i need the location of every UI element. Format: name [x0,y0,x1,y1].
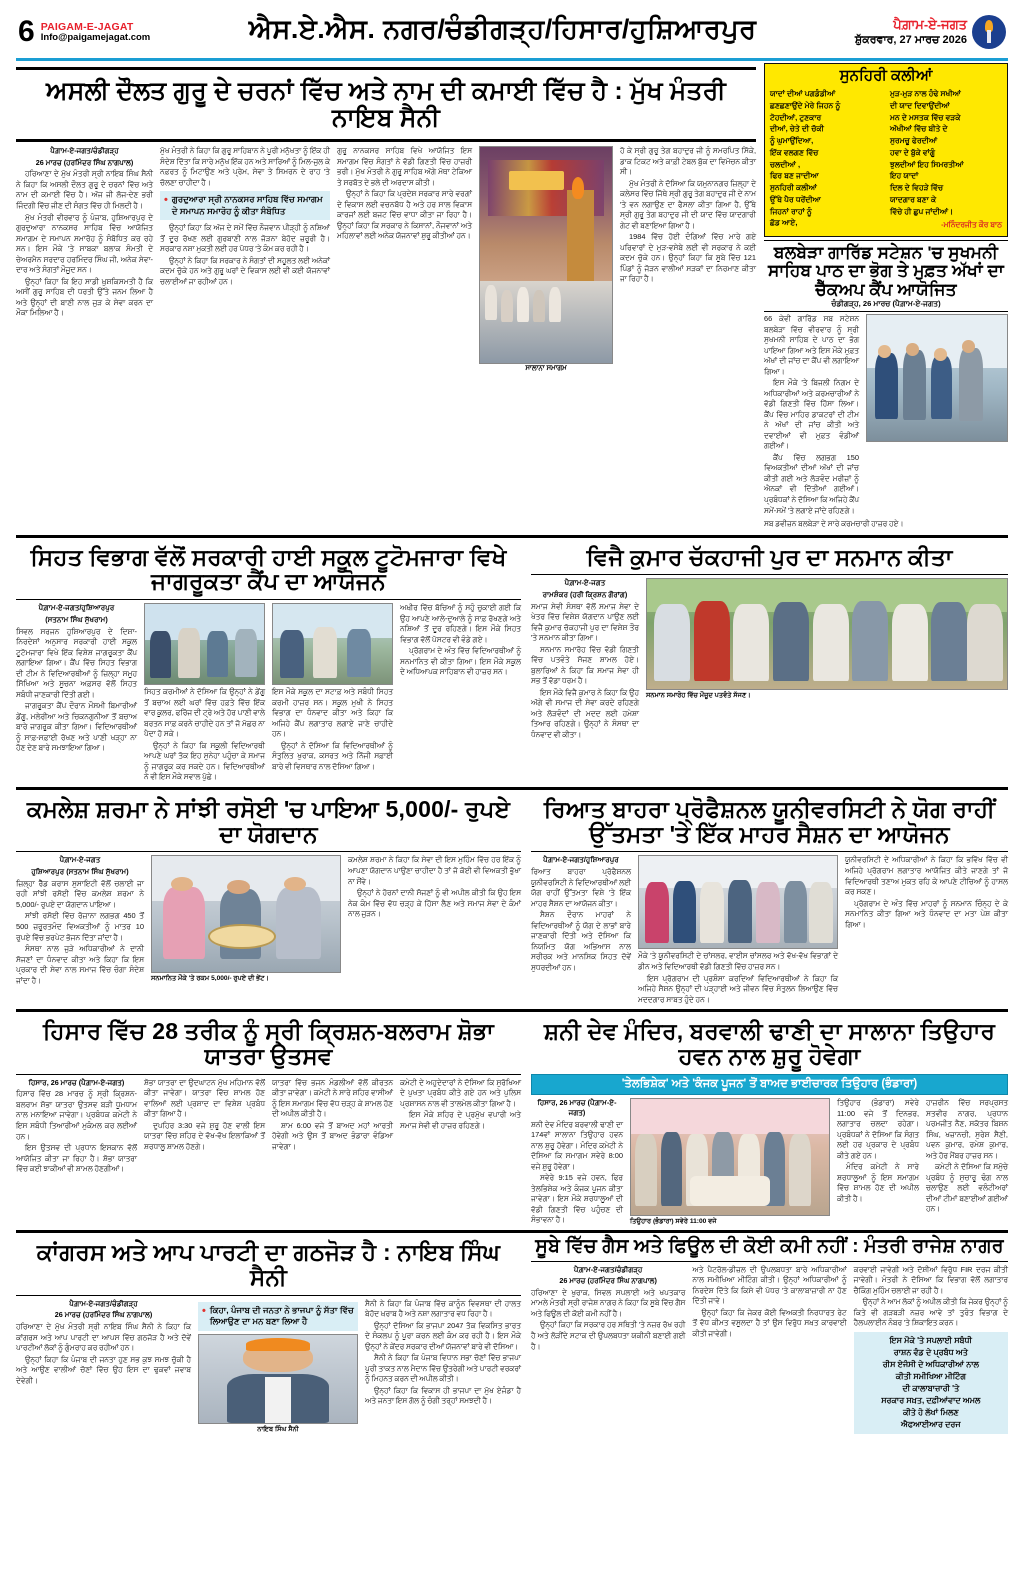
rayat-byline: ਪੈਗ਼ਾਮ-ਏ-ਜਗਤ/ਹੁਸ਼ਿਆਰਪੁਰ [543,855,619,865]
brand-name: PAIGAM-E-JAGAT [40,20,134,33]
vijay-dateline: ਰਾਮਸ਼ੰਕਰ (ਹਰੀ ਕ੍ਰਿਸ਼ਨ ਗੌਰਾਂਗ) [542,590,628,600]
shani-article [531,1016,1008,1227]
health-camp-article [16,542,521,784]
masthead [0,0,1024,58]
health-col-1: ਪੈਗ਼ਾਮ-ਏ-ਜਗਤ/ਹੁਸ਼ਿਆਰਪੁਰ (ਸਤਨਾਮ ਸਿੰਘ ਸੁੱਖਰਾਮ) ਸਿਵਲ ਸਰਜਨ ਹੁਸ਼ਿਆਰਪੁਰ ਦੇ ਦਿਸ਼ਾ-ਨਿਰਦੇਸ਼ਾਂ ਅਨੁਸਾਰ ਸਰਕਾਰੀ ਹਾਈ ਸਕੂਲ ਟੂਟੋਮਜਾਰਾ ਵਿਖੇ ਇੱਕ ਵਿਸ਼ੇਸ਼ ਜਾਗਰੂਕਤਾ ਕੈਂਪ ਲਗਾਇਆ ਗਿਆ। ਕੈਂਪ ਵਿੱਚ ਸਿਹਤ ਵਿਭਾਗ ਦੀ ਟੀਮ ਨੇ ਵਿਦਿਆਰਥੀਆਂ ਨੂੰ ਜ਼ਿਲ੍ਹਾ ਸਮੂਹ ਸਿੱਖਿਆ ਅਤੇ ਸੂਚਨਾ ਅਫ਼ਸਰ ਵੱਲੋਂ ਸਿਹਤ ਸਬੰਧੀ ਜਾਣਕਾਰੀ ਦਿੱਤੀ ਗਈ। ਜਾਗਰੂਕਤਾ ਕੈਂਪ ਦੌਰਾਨ ਮੌਸਮੀ ਬਿਮਾਰੀਆਂ ਡੇਂਗੂ, ਮਲੇਰੀਆ ਅਤੇ ਚਿਕਨਗੁਨੀਆ ਤੋਂ ਬਚਾਅ ਬਾਰੇ ਜਾਗਰੂਕ ਕੀਤਾ ਗਿਆ। ਵਿਦਿਆਰਥੀਆਂ ਨੂੰ ਸਾਫ਼-ਸਫ਼ਾਈ ਰੱਖਣ ਅਤੇ ਪਾਣੀ ਖੜ੍ਹਾ ਨਾ ਹੋਣ ਦੇਣ ਬਾਰੇ ਸਮਝਾਇਆ ਗਿਆ। [16,603,137,753]
balbehra-photo [866,314,1008,442]
rayat-photo-col: ਮੌਕੇ 'ਤੇ ਯੂਨੀਵਰਸਿਟੀ ਦੇ ਚਾਂਸਲਰ, ਵਾਈਸ ਚਾਂਸਲਰ ਅਤੇ ਵੱਖ-ਵੱਖ ਵਿਭਾਗਾਂ ਦੇ ਡੀਨ ਅਤੇ ਵਿਦਿਆਰਥੀ ਵੱਡੀ ਗਿਣਤੀ ਵਿੱਚ ਹਾਜ਼ਰ ਸਨ। ਇਸ ਪ੍ਰੋਗਰਾਮ ਦੀ ਪ੍ਰਸ਼ੰਸਾ ਕਰਦਿਆਂ ਵਿਦਿਆਰਥੀਆਂ ਨੇ ਕਿਹਾ ਕਿ ਅਜਿਹੇ ਸੈਸ਼ਨ ਉਨ੍ਹਾਂ ਦੀ ਪੜ੍ਹਾਈ ਅਤੇ ਜੀਵਨ ਵਿੱਚ ਸੰਤੁਲਨ ਲਿਆਉਣ ਵਿੱਚ ਮਦਦਗਾਰ ਸਾਬਤ ਹੁੰਦੇ ਹਨ। [638,855,838,1006]
congress-byline: ਪੈਗ਼ਾਮ-ਏ-ਜਗਤ/ਚੰਡੀਗੜ੍ਹ [69,1298,138,1308]
congress-col-3: ਸੈਨੀ ਨੇ ਕਿਹਾ ਕਿ ਪੰਜਾਬ ਵਿੱਚ ਕਾਨੂੰਨ ਵਿਵਸਥਾ ਦੀ ਹਾਲਤ ਬੇਹੱਦ ਖ਼ਰਾਬ ਹੈ ਅਤੇ ਨਸ਼ਾ ਲਗਾਤਾਰ ਵਧ ਰਿਹਾ ਹੈ। ਉਨ੍ਹਾਂ ਦੱਸਿਆ ਕਿ ਭਾਜਪਾ 2047 ਤੱਕ ਵਿਕਸਿਤ ਭਾਰਤ ਦੇ ਸੰਕਲਪ ਨੂੰ ਪੂਰਾ ਕਰਨ ਲਈ ਕੰਮ ਕਰ ਰਹੀ ਹੈ। ਇਸ ਮੌਕੇ ਉਨ੍ਹਾਂ ਨੇ ਕੇਂਦਰ ਸਰਕਾਰ ਦੀਆਂ ਯੋਜਨਾਵਾਂ ਬਾਰੇ ਵੀ ਦੱਸਿਆ। ਸੈਨੀ ਨੇ ਕਿਹਾ ਕਿ ਪੰਜਾਬ ਵਿਧਾਨ ਸਭਾ ਚੋਣਾਂ ਵਿੱਚ ਭਾਜਪਾ ਪੂਰੀ ਤਾਕਤ ਨਾਲ ਮੈਦਾਨ ਵਿੱਚ ਉਤਰੇਗੀ ਅਤੇ ਪਾਰਟੀ ਵਰਕਰਾਂ ਨੂੰ ਮਿਹਨਤ ਕਰਨ ਦੀ ਅਪੀਲ ਕੀਤੀ। ਉਨ੍ਹਾਂ ਕਿਹਾ ਕਿ ਵਿਕਾਸ ਹੀ ਭਾਜਪਾ ਦਾ ਮੁੱਖ ਏਜੰਡਾ ਹੈ ਅਤੇ ਜਨਤਾ ਇਸ ਗੱਲ ਨੂੰ ਚੰਗੀ ਤਰ੍ਹਾਂ ਸਮਝਦੀ ਹੈ। [365,1298,521,1406]
torch-logo-icon [972,15,1006,49]
row-lead [16,63,1008,531]
health-dateline: (ਸਤਨਾਮ ਸਿੰਘ ਸੁੱਖਰਾਮ) [45,614,108,624]
masthead-brand [41,18,151,44]
kamlesh-photo [151,855,341,973]
rayat-col-1: ਪੈਗ਼ਾਮ-ਏ-ਜਗਤ/ਹੁਸ਼ਿਆਰਪੁਰ ਰਿਆਤ ਬਾਹਰਾ ਪ੍ਰੋਫੈਸ਼ਨਲ ਯੂਨੀਵਰਸਿਟੀ ਨੇ ਵਿਦਿਆਰਥੀਆਂ ਲਈ ਯੋਗ ਰਾਹੀਂ ਉੱਤਮਤਾ ਵਿਸ਼ੇ 'ਤੇ ਇੱਕ ਮਾਹਰ ਸੈਸ਼ਨ ਦਾ ਆਯੋਜਨ ਕੀਤਾ। ਸੈਸ਼ਨ ਦੌਰਾਨ ਮਾਹਰਾਂ ਨੇ ਵਿਦਿਆਰਥੀਆਂ ਨੂੰ ਯੋਗ ਦੇ ਲਾਭਾਂ ਬਾਰੇ ਜਾਣਕਾਰੀ ਦਿੱਤੀ ਅਤੇ ਦੱਸਿਆ ਕਿ ਨਿਯਮਿਤ ਯੋਗ ਅਭਿਆਸ ਨਾਲ ਸਰੀਰਕ ਅਤੇ ਮਾਨਸਿਕ ਸਿਹਤ ਦੋਵੇਂ ਸੁਧਰਦੀਆਂ ਹਨ। [531,855,631,972]
paper-logo-text: ਪੈਗ਼ਾਮ-ਏ-ਜਗਤ [893,17,967,33]
hisar-col-4: ਕਮੇਟੀ ਦੇ ਅਹੁਦੇਦਾਰਾਂ ਨੇ ਦੱਸਿਆ ਕਿ ਸੁਰੱਖਿਆ ਦੇ ਪੁਖਤਾ ਪ੍ਰਬੰਧ ਕੀਤੇ ਗਏ ਹਨ ਅਤੇ ਪੁਲਿਸ ਪ੍ਰਸ਼ਾਸਨ ਨਾਲ ਵੀ ਤਾਲਮੇਲ ਕੀਤਾ ਗਿਆ ਹੈ। ਇਸ ਮੌਕੇ ਸ਼ਹਿਰ ਦੇ ਪ੍ਰਮੁੱਖ ਵਪਾਰੀ ਅਤੇ ਸਮਾਜ ਸੇਵੀ ਵੀ ਹਾਜ਼ਰ ਰਹਿਣਗੇ। [400,1077,521,1130]
shani-ribbon: 'ਤੇਲਭਿਸ਼ੇਕ' ਅਤੇ 'ਕੰਜਕ ਪੂਜਨ' ਤੋਂ ਬਾਅਦ ਭਾਈਚਾਰਕ ਤਿਉਹਾਰ (ਭੰਡਾਰਾ) [531,1074,1008,1095]
brand-email: Info@paigamejagat.com [40,31,151,43]
row-four [16,1016,1008,1227]
bullet-dot-icon: • [164,194,168,207]
gas-article [531,1237,1008,1437]
bullet-dot-icon: • [202,1304,206,1317]
kamlesh-col-2: ਕਮਲੇਸ਼ ਸ਼ਰਮਾ ਨੇ ਕਿਹਾ ਕਿ ਸੇਵਾ ਦੀ ਇਸ ਮੁਹਿੰਮ ਵਿੱਚ ਹਰ ਇੱਕ ਨੂੰ ਆਪਣਾ ਯੋਗਦਾਨ ਪਾਉਣਾ ਚਾਹੀਦਾ ਹੈ ਤਾਂ ਜੋ ਕੋਈ ਵੀ ਵਿਅਕਤੀ ਭੁੱਖਾ ਨਾ ਸੌਂਵੇ। ਉਨ੍ਹਾਂ ਨੇ ਹੋਰਨਾਂ ਦਾਨੀ ਸੱਜਣਾਂ ਨੂੰ ਵੀ ਅਪੀਲ ਕੀਤੀ ਕਿ ਉਹ ਇਸ ਨੇਕ ਕੰਮ ਵਿੱਚ ਵੱਧ ਚੜ੍ਹ ਕੇ ਹਿੱਸਾ ਲੈਣ ਅਤੇ ਸਮਾਜ ਸੇਵਾ ਦੇ ਕੰਮਾਂ ਨਾਲ ਜੁੜਨ। [348,855,521,919]
gas-headline: ਸੂਬੇ ਵਿੱਚ ਗੈਸ ਅਤੇ ਫਿਊਲ ਦੀ ਕੋਈ ਕਮੀ ਨਹੀਂ : ਮੰਤਰੀ ਰਾਜੇਸ਼ ਨਾਗਰ [535,1235,1004,1257]
lead-col-1 [16,146,153,376]
congress-dateline: 26 ਮਾਰਚ (ਹਰਮਿੰਦਰ ਸਿੰਘ ਨਾਗਪਾਲ) [54,1310,153,1320]
lead-col1-text: ਹਰਿਆਣਾ ਦੇ ਮੁੱਖ ਮੰਤਰੀ ਸ੍ਰੀ ਨਾਇਬ ਸਿੰਘ ਸੈਨੀ ਨੇ ਕਿਹਾ ਕਿ ਅਸਲੀ ਦੌਲਤ ਗੁਰੂ ਦੇ ਚਰਨਾਂ ਵਿੱਚ ਅਤੇ ਨਾਮ ਦੀ ਕਮਾਈ ਵਿੱਚ ਹੈ। ਅੱਜ ਜੀ ਲੱਜ-ਦੇਣ ਭਰੀ ਜਿੰਦਗੀ ਵਿੱਚ ਜੀਣ ਦੀ ਸੰਗਤ ਵਿੱਚ ਹੀ ਮਿਲਦੀ ਹੈ। ਮੁੱਖ ਮੰਤਰੀ ਵੀਰਵਾਰ ਨੂੰ ਪੰਜਾਬ, ਹੁਸ਼ਿਆਰਪੁਰ ਦੇ ਗੁਰਦੁਆਰਾ ਨਾਨਕਸਰ ਸਾਹਿਬ ਵਿੱਚ ਆਯੋਜਿਤ ਸਮਾਗਮ ਦੇ ਸਮਾਪਨ ਸਮਾਰੋਹ ਨੂੰ ਸੰਬੋਧਿਤ ਕਰ ਰਹੇ ਸਨ। ਇਸ ਮੌਕੇ 'ਤੇ ਸਾਬਕਾ ਬਲਾਕ ਸੰਮਤੀ ਦੇ ਚੇਅਰਮੈਨ ਸਰਦਾਰ ਹਰਮਿੰਦਰ ਸਿੰਘ ਜੀ, ਅਨੇਕ ਸੇਵਾ-ਦਾਰ ਅਤੇ ਸੰਗਤਾਂ ਮੌਜੂਦ ਸਨ। ਉਨ੍ਹਾਂ ਕਿਹਾ ਕਿ ਇਹ ਸਾਡੀ ਖ਼ੁਸ਼ਕਿਸਮਤੀ ਹੈ ਕਿ ਅਸੀਂ ਗੁਰੂ ਸਾਹਿਬ ਦੀ ਧਰਤੀ ਉੱਤੇ ਜਨਮ ਲਿਆ ਹੈ ਅਤੇ ਉਨ੍ਹਾਂ ਦੀ ਬਾਣੀ ਨਾਲ ਜੁੜ ਕੇ ਸੇਵਾ ਕਰਨ ਦਾ ਮੌਕਾ ਮਿਲਿਆ ਹੈ। [16,169,153,318]
balbehra-dateline: ਚੰਡੀਗੜ੍ਹ, 26 ਮਾਰਚ (ਪੈਗ਼ਾਮ-ਏ-ਜਗਤ) [831,298,941,308]
shani-headline: ਸ਼ਨੀ ਦੇਵ ਮੰਦਿਰ, ਬਰਵਾਲੀ ਢਾਣੀ ਦਾ ਸਾਲਾਨਾ ਤਿਉਹਾਰ ਹਵਨ ਨਾਲ ਸ਼ੁਰੂ ਹੋਵੇਗਾ [543,1018,996,1069]
row-three [16,794,1008,1006]
health-byline: ਪੈਗ਼ਾਮ-ਏ-ਜਗਤ/ਹੁਸ਼ਿਆਰਪੁਰ [38,603,115,613]
masthead-left [18,14,151,48]
lead-col2-text: ਮੁੱਖ ਮੰਤਰੀ ਨੇ ਕਿਹਾ ਕਿ ਗੁਰੂ ਸਾਹਿਬਾਨ ਨੇ ਪੂਰੀ ਮਨੁੱਖਤਾ ਨੂੰ ਇੱਕ ਹੀ ਸੰਦੇਸ਼ ਦਿੱਤਾ ਕਿ ਸਾਰੇ ਮਨੁੱਖ ਇੱਕ ਹਨ ਅਤੇ ਸਾਰਿਆਂ ਨੂੰ ਮਿਲ-ਜੁਲ ਕੇ ਨਫ਼ਰਤ ਨੂੰ ਮਿਟਾਉਣ ਅਤੇ ਪ੍ਰੇਮ, ਸੇਵਾ ਤੇ ਸਿਮਰਨ ਦੇ ਰਾਹ 'ਤੇ ਚੱਲਣਾ ਚਾਹੀਦਾ ਹੈ। [160,146,330,187]
vijay-photo [646,578,1008,690]
kamlesh-col-1: ਪੈਗ਼ਾਮ-ਏ-ਜਗਤ ਹੁਸ਼ਿਆਰਪੁਰ (ਸਤਨਾਮ ਸਿੰਘ ਸੁੱਖਰਾਮ) ਜ਼ਿਲ੍ਹਾ ਰੈੱਡ ਕਰਾਸ ਸੁਸਾਇਟੀ ਵੱਲੋਂ ਚਲਾਈ ਜਾ ਰਹੀ ਸਾਂਝੀ ਰਸੋਈ ਵਿੱਚ ਕਮਲੇਸ਼ ਸ਼ਰਮਾ ਨੇ 5,000/- ਰੁਪਏ ਦਾ ਯੋਗਦਾਨ ਪਾਇਆ। ਸਾਂਝੀ ਰਸੋਈ ਵਿੱਚ ਰੋਜ਼ਾਨਾ ਲਗਭਗ 450 ਤੋਂ 500 ਜ਼ਰੂਰਤਮੰਦ ਵਿਅਕਤੀਆਂ ਨੂੰ ਮਾਤਰ 10 ਰੁਪਏ ਵਿੱਚ ਭਰਪੇਟ ਭੋਜਨ ਦਿੱਤਾ ਜਾਂਦਾ ਹੈ। ਸੰਸਥਾ ਨਾਲ ਜੁੜੇ ਅਧਿਕਾਰੀਆਂ ਨੇ ਦਾਨੀ ਸੱਜਣਾਂ ਦਾ ਧੰਨਵਾਦ ਕੀਤਾ ਅਤੇ ਕਿਹਾ ਕਿ ਇਸ ਪ੍ਰਕਾਰ ਦੀ ਸੇਵਾ ਨਾਲ ਸਮਾਜ ਵਿੱਚ ਚੰਗਾ ਸੰਦੇਸ਼ ਜਾਂਦਾ ਹੈ। [16,855,144,985]
poem-col-left: ਯਾਦਾਂ ਦੀਆਂ ਪਗਡੰਡੀਆਂ ਛਣਛਣਾਉਂਦੇ ਮੇਰੇ ਜਿਹਨ ਨੂੰ ਟੋਹਦੀਆਂ, ਟੁਣਕਾਰ ਦੀਆਂ, ਚੇਤੇ ਦੀ ਚੱਕੀ ਨੂੰ ਘੁਮਾਉਂਦਿਆ, ਇੱਕ ਵਲਗਣ ਵਿੱਚ ਚਲਦੀਆਂ , ਫਿਰ ਬਣ ਜਾਦੀਆ ਸੁਨਹਿਰੀ ਕਲੀਆਂ ਉੱਥੇ ਪੈਰ ਧਰੇਂਦੀਆ ਜਿਹਨਾਂ ਰਾਹਾਂ ਨੂੰ ਛੱਡ ਆਏ, [770,89,841,228]
lead-photo [479,146,613,364]
masthead-rule-blue [16,58,1008,61]
rayat-photo [638,855,838,949]
gas-col-3: ਕਰਵਾਈ ਜਾਵੇਗੀ ਅਤੇ ਦੋਸ਼ੀਆਂ ਵਿਰੁੱਧ FIR ਦਰਜ ਕੀਤੀ ਜਾਵੇਗੀ। ਮੰਤਰੀ ਨੇ ਦੱਸਿਆ ਕਿ ਵਿਭਾਗ ਵੱਲੋਂ ਲਗਾਤਾਰ ਚੈਕਿੰਗ ਮੁਹਿੰਮ ਚਲਾਈ ਜਾ ਰਹੀ ਹੈ। ਉਨ੍ਹਾਂ ਨੇ ਆਮ ਲੋਕਾਂ ਨੂੰ ਅਪੀਲ ਕੀਤੀ ਕਿ ਜੇਕਰ ਉਨ੍ਹਾਂ ਨੂੰ ਕਿਤੇ ਵੀ ਗੜਬੜੀ ਨਜ਼ਰ ਆਵੇ ਤਾਂ ਤੁਰੰਤ ਵਿਭਾਗ ਦੇ ਹੈਲਪਲਾਈਨ ਨੰਬਰ 'ਤੇ ਸ਼ਿਕਾਇਤ ਕਰਨ। ਇਸ ਮੌਕੇ 'ਤੇ ਸਪਲਾਈ ਸਬੰਧੀ ਰਾਸ਼ਨ ਵੰਡ ਦੇ ਪ੍ਰਬੰਧ ਅਤੇ ਰੀਸ ਏਜੰਸੀ ਦੇ ਅਧਿਕਾਰੀਆਂ ਨਾਲ ਕੀਤੀ ਸਮੀਖਿਆ ਮੀਟਿੰਗ ਦੀ ਕਾਲਾਬਾਜ਼ਾਰੀ 'ਤੇ ਸਰਕਾਰ ਸਖ਼ਤ, ਦਫ਼ੀਆਂਵਾਦ ਅਮਲ ਕੀਤੇ ਹੋ ਲੱਖਾਂ ਮਿਲਣ ਐਫਆਈਆਰ ਦਰਜ [854,1265,1008,1437]
publication-date: ਸ਼ੁੱਕਰਵਾਰ, 27 ਮਾਰਚ 2026 [854,33,967,46]
shani-dateline: ਹਿਸਾਰ, 26 ਮਾਰਚ (ਪੈਗ਼ਾਮ-ਏ-ਜਗਤ) [537,1098,617,1117]
poem-box [764,63,1008,237]
row-five [16,1237,1008,1437]
edition-title: ਐਸ.ਏ.ਐਸ. ਨਗਰ/ਚੰਡੀਗੜ੍ਹ/ਹਿਸਾਰ/ਹੁਸ਼ਿਆਰਪੁਰ [248,14,757,44]
health-col-3: ਇਸ ਮੌਕੇ ਸਕੂਲ ਦਾ ਸਟਾਫ਼ ਅਤੇ ਸਬੰਧੀ ਸਿਹਤ ਕਰਮੀ ਹਾਜ਼ਰ ਸਨ। ਸਕੂਲ ਮੁਖੀ ਨੇ ਸਿਹਤ ਵਿਭਾਗ ਦਾ ਧੰਨਵਾਦ ਕੀਤਾ ਅਤੇ ਕਿਹਾ ਕਿ ਅਜਿਹੇ ਕੈਂਪ ਲਗਾਤਾਰ ਲਗਾਏ ਜਾਣੇ ਚਾਹੀਦੇ ਹਨ। ਉਨ੍ਹਾਂ ਨੇ ਦੱਸਿਆ ਕਿ ਵਿਦਿਆਰਥੀਆਂ ਨੂੰ ਸੰਤੁਲਿਤ ਖੁਰਾਕ, ਕਸਰਤ ਅਤੇ ਨਿੱਜੀ ਸਫ਼ਾਈ ਬਾਰੇ ਵੀ ਵਿਸਥਾਰ ਨਾਲ ਦੱਸਿਆ ਗਿਆ। [272,603,393,784]
congress-col-1: ਪੈਗ਼ਾਮ-ਏ-ਜਗਤ/ਚੰਡੀਗੜ੍ਹ 26 ਮਾਰਚ (ਹਰਮਿੰਦਰ ਸਿੰਘ ਨਾਗਪਾਲ) ਹਰਿਆਣਾ ਦੇ ਮੁੱਖ ਮੰਤਰੀ ਸ੍ਰੀ ਨਾਇਬ ਸਿੰਘ ਸੈਨੀ ਨੇ ਕਿਹਾ ਕਿ ਕਾਂਗਰਸ ਅਤੇ ਆਪ ਪਾਰਟੀ ਦਾ ਆਪਸ ਵਿੱਚ ਗਠਜੋੜ ਹੈ ਅਤੇ ਦੋਵੇਂ ਪਾਰਟੀਆਂ ਲੋਕਾਂ ਨੂੰ ਗੁੰਮਰਾਹ ਕਰ ਰਹੀਆਂ ਹਨ। ਉਨ੍ਹਾਂ ਕਿਹਾ ਕਿ ਪੰਜਾਬ ਦੀ ਜਨਤਾ ਹੁਣ ਸਭ ਕੁਝ ਸਮਝ ਚੁੱਕੀ ਹੈ ਅਤੇ ਆਉਣ ਵਾਲੀਆਂ ਚੋਣਾਂ ਵਿੱਚ ਉਹ ਇਸ ਦਾ ਢੁਕਵਾਂ ਜਵਾਬ ਦੇਵੇਗੀ। [16,1298,191,1385]
congress-callout [198,1302,358,1331]
poem-title: ਸੁਨਹਿਰੀ ਕਲੀਆਂ [839,67,933,84]
lead-photo-col [479,146,756,376]
vijay-byline: ਪੈਗ਼ਾਮ-ਏ-ਜਗਤ [564,578,606,588]
vijay-col-1: ਪੈਗ਼ਾਮ-ਏ-ਜਗਤ ਰਾਮਸ਼ੰਕਰ (ਹਰੀ ਕ੍ਰਿਸ਼ਨ ਗੌਰਾਂਗ) ਸਮਾਜ ਸੇਵੀ ਸੰਸਥਾ ਵੱਲੋਂ ਸਮਾਜ ਸੇਵਾ ਦੇ ਖੇਤਰ ਵਿੱਚ ਵਿਸ਼ੇਸ਼ ਯੋਗਦਾਨ ਪਾਉਣ ਲਈ ਵਿਜੈ ਕੁਮਾਰ ਚੱਕਹਾਜੀ ਪੁਰ ਦਾ ਵਿਸ਼ੇਸ਼ ਤੌਰ 'ਤੇ ਸਨਮਾਨ ਕੀਤਾ ਗਿਆ। ਸਨਮਾਨ ਸਮਾਰੋਹ ਵਿੱਚ ਵੱਡੀ ਗਿਣਤੀ ਵਿੱਚ ਪਤਵੰਤੇ ਸੱਜਣ ਸ਼ਾਮਲ ਹੋਏ। ਬੁਲਾਰਿਆਂ ਨੇ ਕਿਹਾ ਕਿ ਸਮਾਜ ਸੇਵਾ ਹੀ ਸਭ ਤੋਂ ਵੱਡਾ ਧਰਮ ਹੈ। ਇਸ ਮੌਕੇ ਵਿਜੈ ਕੁਮਾਰ ਨੇ ਕਿਹਾ ਕਿ ਉਹ ਅੱਗੇ ਵੀ ਸਮਾਜ ਦੀ ਸੇਵਾ ਕਰਦੇ ਰਹਿਣਗੇ ਅਤੇ ਲੋੜਵੰਦਾਂ ਦੀ ਮਦਦ ਲਈ ਹਮੇਸ਼ਾ ਤਿਆਰ ਰਹਿਣਗੇ। ਉਨ੍ਹਾਂ ਨੇ ਸੰਸਥਾ ਦਾ ਧੰਨਵਾਦ ਵੀ ਕੀਤਾ। [531,578,639,739]
hisar-col-2: ਸ਼ੋਭਾ ਯਾਤਰਾ ਦਾ ਉਦਘਾਟਨ ਮੁੱਖ ਮਹਿਮਾਨ ਵੱਲੋਂ ਕੀਤਾ ਜਾਵੇਗਾ। ਯਾਤਰਾ ਵਿੱਚ ਸ਼ਾਮਲ ਹੋਣ ਵਾਲਿਆਂ ਲਈ ਪ੍ਰਸ਼ਾਦ ਦਾ ਵਿਸ਼ੇਸ਼ ਪ੍ਰਬੰਧ ਕੀਤਾ ਗਿਆ ਹੈ। ਦੁਪਹਿਰ 3:30 ਵਜੇ ਸ਼ੁਰੂ ਹੋਣ ਵਾਲੀ ਇਸ ਯਾਤਰਾ ਵਿੱਚ ਸ਼ਹਿਰ ਦੇ ਵੱਖ-ਵੱਖ ਇਲਾਕਿਆਂ ਤੋਂ ਸ਼ਰਧਾਲੂ ਸ਼ਾਮਲ ਹੋਣਗੇ। [144,1077,265,1151]
balbehra-lastline: ਸਬ ਡਵੀਜ਼ਨ ਬਲਬੇੜਾ ਦੇ ਸਾਰੇ ਕਰਮਚਾਰੀ ਹਾਜ਼ਰ ਹਏ। [764,519,904,529]
health-photo-1 [144,603,265,685]
shani-col-3: ਹਾਜ਼ਰੀਨ ਵਿੱਚ ਸਰਪ੍ਰਸਤ ਸਤਵੀਰ ਨਾਗਰ, ਪ੍ਰਧਾਨ ਪਰਮਜੀਤ ਨੈਣ, ਸਕੱਤਰ ਬਿਸ਼ਨ ਸਿੰਘ, ਖਜ਼ਾਨਚੀ, ਸੁਰੇਸ਼ ਸੈਣੀ, ਪਵਨ ਕੁਮਾਰ, ਰਮੇਸ਼ ਕੁਮਾਰ, ਅਤੇ ਹੋਰ ਮੈਂਬਰ ਹਾਜ਼ਰ ਸਨ। ਕਮੇਟੀ ਨੇ ਦੱਸਿਆ ਕਿ ਸਮੁੱਚੇ ਪ੍ਰਬੰਧ ਨੂੰ ਸੁਚਾਰੂ ਢੰਗ ਨਾਲ ਚਲਾਉਣ ਲਈ ਵਲੰਟੀਅਰਾਂ ਦੀਆਂ ਟੀਮਾਂ ਬਣਾਈਆਂ ਗਈਆਂ ਹਨ। [926,1098,1008,1214]
lead-dateline: 26 ਮਾਰਚ (ਹਰਮਿੰਦਰ ਸਿੰਘ ਨਾਗਪਾਲ) [35,157,134,167]
congress-photo [198,1334,358,1424]
congress-photo-caption: ਨਾਇਬ ਸਿੰਘ ਸੈਨੀ [257,1425,299,1433]
health-photo-2 [272,603,393,685]
congress-callout-text: ਕਿਹਾ, ਪੰਜਾਬ ਦੀ ਜਨਤਾ ਨੇ ਭਾਜਪਾ ਨੂੰ ਸੱਤਾ ਵਿੱਚ ਲਿਆਉਣ ਦਾ ਮਨ ਬਣਾ ਲਿਆ ਹੈ [209,1304,354,1327]
kamlesh-photo-col [151,855,341,987]
shani-photo [630,1098,830,1216]
vijay-caption: ਸਨਮਾਨ ਸਮਾਰੋਹ ਵਿੱਚ ਮੌਜੂਦ ਪਤਵੰਤੇ ਸੱਜਣ। [646,692,751,700]
balbehra-headline: ਬਲਬੇੜਾ ਗਾਰਿੱਡ ਸਟੇਸ਼ਨ 'ਚ ਸੁਖਮਨੀ ਸਾਹਿਬ ਪਾਠ ਦਾ ਭੋਗ ਤੇ ਮੁਫ਼ਤ ਅੱਖਾਂ ਦਾ ਚੈੱਕਅਪ ਕੈਂਪ ਆਯੋਜਿਤ [768,242,1004,299]
health-col-2: ਸਿਹਤ ਕਰਮੀਆਂ ਨੇ ਦੱਸਿਆ ਕਿ ਉਨ੍ਹਾਂ ਨੇ ਡੇਂਗੂ ਤੋਂ ਬਚਾਅ ਲਈ ਘਰਾਂ ਵਿੱਚ ਹਫ਼ਤੇ ਵਿੱਚ ਇੱਕ ਵਾਰ ਕੂਲਰ, ਫਰਿੱਜ ਦੀ ਟ੍ਰੇ ਅਤੇ ਹੋਰ ਪਾਣੀ ਵਾਲੇ ਬਰਤਨ ਸਾਫ਼ ਕਰਨੇ ਚਾਹੀਦੇ ਹਨ ਤਾਂ ਜੋ ਮੱਛਰ ਨਾ ਪੈਦਾ ਹੋ ਸਕੇ। ਉਨ੍ਹਾਂ ਨੇ ਕਿਹਾ ਕਿ ਸਕੂਲੀ ਵਿਦਿਆਰਥੀ ਆਪਣੇ ਘਰਾਂ ਤੱਕ ਇਹ ਸੁਨੇਹਾ ਪਹੁੰਚਾ ਕੇ ਸਮਾਜ ਨੂੰ ਜਾਗਰੂਕ ਕਰ ਸਕਦੇ ਹਨ। ਵਿਦਿਆਰਥੀਆਂ ਨੇ ਵੀ ਇਸ ਮੌਕੇ ਸਵਾਲ ਪੁੱਛੇ। [144,603,265,784]
lead-callout [160,191,330,220]
page-body [0,63,1024,1437]
health-camp-headline: ਸਿਹਤ ਵਿਭਾਗ ਵੱਲੋਂ ਸਰਕਾਰੀ ਹਾਈ ਸਕੂਲ ਟੂਟੋਮਜਾਰਾ ਵਿਖੇ ਜਾਗਰੂਕਤਾ ਕੈਂਪ ਦਾ ਆਯੋਜਨ [30,543,507,595]
shani-col-1: ਹਿਸਾਰ, 26 ਮਾਰਚ (ਪੈਗ਼ਾਮ-ਏ-ਜਗਤ) ਸ਼ਨੀ ਦੇਵ ਮੰਦਿਰ ਬਰਵਾਲੀ ਢਾਣੀ ਦਾ 174ਵਾਂ ਸਾਲਾਨਾ ਤਿਉਹਾਰ ਹਵਨ ਨਾਲ ਸ਼ੁਰੂ ਹੋਵੇਗਾ। ਮੰਦਿਰ ਕਮੇਟੀ ਨੇ ਦੱਸਿਆ ਕਿ ਸਮਾਗਮ ਸਵੇਰੇ 8:00 ਵਜੇ ਸ਼ੁਰੂ ਹੋਵੇਗਾ। ਸਵੇਰੇ 9:15 ਵਜੇ ਹਵਨ, ਫਿਰ ਤੇਲਭਿਸ਼ੇਕ ਅਤੇ ਕੰਜਕ ਪੂਜਨ ਕੀਤਾ ਜਾਵੇਗਾ। ਇਸ ਮੌਕੇ ਸ਼ਰਧਾਲੂਆਂ ਦੀ ਵੱਡੀ ਗਿਣਤੀ ਵਿੱਚ ਪਹੁੰਚਣ ਦੀ ਸੰਭਾਵਨਾ ਹੈ। [531,1098,623,1225]
lead-byline: ਪੈਗ਼ਾਮ-ਏ-ਜਗਤ/ਚੰਡੀਗੜ੍ਹ [50,146,119,155]
vijay-photo-col [646,578,1008,741]
lead-callout-text: ਗੁਰਦੁਆਰਾ ਸ੍ਰੀ ਨਾਨਕਸਰ ਸਾਹਿਬ ਵਿੱਚ ਸਮਾਗਮ ਦੇ ਸਮਾਪਨ ਸਮਾਰੋਹ ਨੂੰ ਕੀਤਾ ਸੰਬੋਧਿਤ [171,194,323,216]
row-two [16,542,1008,784]
vijay-article [531,542,1008,784]
gas-col-1: ਪੈਗ਼ਾਮ-ਏ-ਜਗਤ/ਚੰਡੀਗੜ੍ਹ 26 ਮਾਰਚ (ਹਰਮਿੰਦਰ ਸਿੰਘ ਨਾਗਪਾਲ) ਹਰਿਆਣਾ ਦੇ ਖੁਰਾਕ, ਸਿਵਲ ਸਪਲਾਈ ਅਤੇ ਖਪਤਕਾਰ ਮਾਮਲੇ ਮੰਤਰੀ ਸ੍ਰੀ ਰਾਜੇਸ਼ ਨਾਗਰ ਨੇ ਕਿਹਾ ਕਿ ਸੂਬੇ ਵਿੱਚ ਗੈਸ ਅਤੇ ਫਿਊਲ ਦੀ ਕੋਈ ਕਮੀ ਨਹੀਂ ਹੈ। ਉਨ੍ਹਾਂ ਕਿਹਾ ਕਿ ਸਰਕਾਰ ਹਰ ਸਥਿਤੀ 'ਤੇ ਨਜ਼ਰ ਰੱਖ ਰਹੀ ਹੈ ਅਤੇ ਲੋੜੀਂਦੇ ਸਟਾਕ ਦੀ ਉਪਲਬਧਤਾ ਯਕੀਨੀ ਬਣਾਈ ਗਈ ਹੈ। [531,1264,686,1351]
lead-col-2: ਮੁੱਖ ਮੰਤਰੀ ਨੇ ਕਿਹਾ ਕਿ ਗੁਰੂ ਸਾਹਿਬਾਨ ਨੇ ਪੂਰੀ ਮਨੁੱਖਤਾ ਨੂੰ ਇੱਕ ਹੀ ਸੰਦੇਸ਼ ਦਿੱਤਾ ਕਿ ਸਾਰੇ ਮਨੁੱਖ ਇੱਕ ਹਨ ਅਤੇ ਸਾਰਿਆਂ ਨੂੰ ਮਿਲ-ਜੁਲ ਕੇ ਨਫ਼ਰਤ ਨੂੰ ਮਿਟਾਉਣ ਅਤੇ ਪ੍ਰੇਮ, ਸੇਵਾ ਤੇ ਸਿਮਰਨ ਦੇ ਰਾਹ 'ਤੇ ਚੱਲਣਾ ਚਾਹੀਦਾ ਹੈ। • ਗੁਰਦੁਆਰਾ ਸ੍ਰੀ ਨਾਨਕਸਰ ਸਾਹਿਬ ਵਿੱਚ ਸਮਾਗਮ ਦੇ ਸਮਾਪਨ ਸਮਾਰੋਹ ਨੂੰ ਕੀਤਾ ਸੰਬੋਧਿਤ ਉਨ੍ਹਾਂ ਕਿਹਾ ਕਿ ਅੱਜ ਦੇ ਸਮੇਂ ਵਿੱਚ ਨੌਜਵਾਨ ਪੀੜ੍ਹੀ ਨੂੰ ਨਸ਼ਿਆਂ ਤੋਂ ਦੂਰ ਰੱਖਣ ਲਈ ਗੁਰਬਾਣੀ ਨਾਲ ਜੋੜਨਾ ਬੇਹੱਦ ਜ਼ਰੂਰੀ ਹੈ। ਸਰਕਾਰ ਨਸ਼ਾ ਮੁਕਤੀ ਲਈ ਹਰ ਪੱਧਰ 'ਤੇ ਕੰਮ ਕਰ ਰਹੀ ਹੈ। ਉਨ੍ਹਾਂ ਨੇ ਕਿਹਾ ਕਿ ਸਰਕਾਰ ਨੇ ਸੰਗਤਾਂ ਦੀ ਸਹੂਲਤ ਲਈ ਅਨੇਕਾਂ ਕਦਮ ਚੁੱਕੇ ਹਨ ਅਤੇ ਗੁਰੂ ਘਰਾਂ ਦੇ ਵਿਕਾਸ ਲਈ ਵੀ ਕਈ ਯੋਜਨਾਵਾਂ ਚਲਾਈਆਂ ਜਾ ਰਹੀਆਂ ਹਨ। [160,146,330,286]
health-col-4: ਅਖ਼ੀਰ ਵਿੱਚ ਬੱਚਿਆਂ ਨੂੰ ਸਹੁੰ ਚੁਕਾਈ ਗਈ ਕਿ ਉਹ ਆਪਣੇ ਆਲੇ-ਦੁਆਲੇ ਨੂੰ ਸਾਫ਼ ਰੱਖਣਗੇ ਅਤੇ ਨਸ਼ਿਆਂ ਤੋਂ ਦੂਰ ਰਹਿਣਗੇ। ਇਸ ਮੌਕੇ ਸਿਹਤ ਵਿਭਾਗ ਵੱਲੋਂ ਪੋਸਟਰ ਵੀ ਵੰਡੇ ਗਏ। ਪ੍ਰੋਗਰਾਮ ਦੇ ਅੰਤ ਵਿੱਚ ਵਿਦਿਆਰਥੀਆਂ ਨੂੰ ਸਨਮਾਨਿਤ ਵੀ ਕੀਤਾ ਗਿਆ। ਇਸ ਮੌਕੇ ਸਕੂਲ ਦੇ ਅਧਿਆਪਕ ਸਾਹਿਬਾਨ ਵੀ ਹਾਜ਼ਰ ਸਨ। [400,603,521,677]
kamlesh-caption: ਸਨਮਾਨਿਤ ਮੌਕੇ 'ਤੇ ਰਕਮ 5,000/- ਰੁਪਏ ਦੀ ਭੇਂਟ। [151,975,269,983]
balbehra-text: 66 ਕੇਵੀ ਗਾਰਿੱਡ ਸਬ ਸਟੇਸ਼ਨ ਬਲਬੇੜਾ ਵਿੱਚ ਵੀਰਵਾਰ ਨੂੰ ਸ੍ਰੀ ਸੁਖਮਨੀ ਸਾਹਿਬ ਦੇ ਪਾਠ ਦਾ ਭੋਗ ਪਾਇਆ ਗਿਆ ਅਤੇ ਇਸ ਮੌਕੇ ਮੁਫ਼ਤ ਅੱਖਾਂ ਦੀ ਜਾਂਚ ਦਾ ਕੈਂਪ ਵੀ ਲਗਾਇਆ ਗਿਆ। ਇਸ ਮੌਕੇ 'ਤੇ ਬਿਜਲੀ ਨਿਗਮ ਦੇ ਅਧਿਕਾਰੀਆਂ ਅਤੇ ਕਰਮਚਾਰੀਆਂ ਨੇ ਵੱਡੀ ਗਿਣਤੀ ਵਿੱਚ ਹਿੱਸਾ ਲਿਆ। ਕੈਂਪ ਵਿੱਚ ਮਾਹਿਰ ਡਾਕਟਰਾਂ ਦੀ ਟੀਮ ਨੇ ਅੱਖਾਂ ਦੀ ਜਾਂਚ ਕੀਤੀ ਅਤੇ ਦਵਾਈਆਂ ਵੀ ਮੁਫ਼ਤ ਵੰਡੀਆਂ ਗਈਆਂ। ਕੈਂਪ ਵਿੱਚ ਲਗਭਗ 150 ਵਿਅਕਤੀਆਂ ਦੀਆਂ ਅੱਖਾਂ ਦੀ ਜਾਂਚ ਕੀਤੀ ਗਈ ਅਤੇ ਲੋੜਵੰਦ ਮਰੀਜ਼ਾਂ ਨੂੰ ਐਨਕਾਂ ਵੀ ਦਿੱਤੀਆਂ ਗਈਆਂ। ਪ੍ਰਬੰਧਕਾਂ ਨੇ ਦੱਸਿਆ ਕਿ ਅਜਿਹੇ ਕੈਂਪ ਸਮੇਂ-ਸਮੇਂ 'ਤੇ ਲਗਾਏ ਜਾਂਦੇ ਰਹਿਣਗੇ। [764,314,859,515]
hisar-headline: ਹਿਸਾਰ ਵਿੱਚ 28 ਤਰੀਕ ਨੂੰ ਸ੍ਰੀ ਕ੍ਰਿਸ਼ਨ-ਬਲਰਾਮ ਸ਼ੋਭਾ ਯਾਤਰਾ ਉਤਸਵ [43,1018,494,1069]
lead-col3-text: ਗੁਰੂ ਨਾਨਕਸਰ ਸਾਹਿਬ ਵਿਖੇ ਆਯੋਜਿਤ ਇਸ ਸਮਾਗਮ ਵਿੱਚ ਸੰਗਤਾਂ ਨੇ ਵੱਡੀ ਗਿਣਤੀ ਵਿੱਚ ਹਾਜ਼ਰੀ ਭਰੀ। ਮੁੱਖ ਮੰਤਰੀ ਨੇ ਗੁਰੂ ਸਾਹਿਬ ਅੱਗੇ ਮੱਥਾ ਟੇਕਿਆ ਤੇ ਸਰਬੱਤ ਦੇ ਭਲੇ ਦੀ ਅਰਦਾਸ ਕੀਤੀ। ਉਨ੍ਹਾਂ ਨੇ ਕਿਹਾ ਕਿ ਪ੍ਰਦੇਸ਼ ਸਰਕਾਰ ਸਾਰੇ ਵਰਗਾਂ ਦੇ ਵਿਕਾਸ ਲਈ ਵਚਨਬੱਧ ਹੈ ਅਤੇ ਹਰ ਸਾਲ ਵਿਕਾਸ ਕਾਰਜਾਂ ਲਈ ਬਜਟ ਵਿੱਚ ਵਾਧਾ ਕੀਤਾ ਜਾ ਰਿਹਾ ਹੈ। ਉਨ੍ਹਾਂ ਕਿਹਾ ਕਿ ਸਰਕਾਰ ਨੇ ਕਿਸਾਨਾਂ, ਨੌਜਵਾਨਾਂ ਅਤੇ ਮਹਿਲਾਵਾਂ ਲਈ ਅਨੇਕ ਯੋਜਨਾਵਾਂ ਸ਼ੁਰੂ ਕੀਤੀਆਂ ਹਨ। [337,146,472,241]
kamlesh-article [16,794,521,1006]
congress-headline: ਕਾਂਗਰਸ ਅਤੇ ਆਪ ਪਾਰਟੀ ਦਾ ਗਠਜੋੜ ਹੈ : ਨਾਇਬ ਸਿੰਘ ਸੈਨੀ [36,1238,501,1290]
gas-dateline: 26 ਮਾਰਚ (ਹਰਮਿੰਦਰ ਸਿੰਘ ਨਾਗਪਾਲ) [559,1276,657,1286]
lead-headline: ਅਸਲੀ ਦੌਲਤ ਗੁਰੂ ਦੇ ਚਰਨਾਂ ਵਿੱਚ ਅਤੇ ਨਾਮ ਦੀ ਕਮਾਈ ਵਿੱਚ ਹੈ : ਮੁੱਖ ਮੰਤਰੀ ਨਾਇਬ ਸੈਨੀ [46,77,726,132]
shani-col-2: ਤਿਉਹਾਰ (ਭੰਡਾਰਾ) ਸਵੇਰੇ 11:00 ਵਜੇ ਤੋਂ ਦਿਨਭਰ, ਲਗਾਤਾਰ ਚਲਦਾ ਰਹੇਗਾ। ਪ੍ਰਬੰਧਕਾਂ ਨੇ ਦੱਸਿਆ ਕਿ ਸੰਗਤ ਲਈ ਹਰ ਪ੍ਰਕਾਰ ਦੇ ਪ੍ਰਬੰਧ ਕੀਤੇ ਗਏ ਹਨ। ਮੰਦਿਰ ਕਮੇਟੀ ਨੇ ਸਾਰੇ ਸ਼ਰਧਾਲੂਆਂ ਨੂੰ ਇਸ ਸਮਾਗਮ ਵਿੱਚ ਸ਼ਾਮਲ ਹੋਣ ਦੀ ਅਪੀਲ ਕੀਤੀ ਹੈ। [837,1098,919,1203]
kamlesh-headline: ਕਮਲੇਸ਼ ਸ਼ਰਮਾ ਨੇ ਸਾਂਝੀ ਰਸੋਈ 'ਚ ਪਾਇਆ 5,000/- ਰੁਪਏ ਦਾ ਯੋਗਦਾਨ [26,795,511,847]
hisar-dateline: ਹਿਸਾਰ, 26 ਮਾਰਚ (ਪੈਗ਼ਾਮ-ਏ-ਜਗਤ) [28,1077,125,1087]
lead-photo-caption: ਸਾਲਾਨਾ ਸਮਾਗਮ [525,365,567,372]
rayat-article [531,794,1008,1006]
poem-col-right: ਮੁੜ-ਮੁੜ ਨਾਲ ਹੰਢੇ ਸਖੀਆਂ ਦੀ ਯਾਦ ਦਿਵਾਉਂਦੀਆਂ ਮਨ ਦੇ ਮਸਤਕ ਵਿੱਚ ਵੜਕੇ ਅੱਖੀਆਂ ਵਿੱਚ ਬੀਤੇ ਦੇ ਸੁਰਮਚੂ ਫੇਰਦੀਆਂ ਹਵਾ ਦੇ ਬੁੱਕੇ ਵਾਂਗੂੰ ਝੁਲਦੀਆਂ ਇਹ ਸਿਮਰਤੀਆਂ ਇਹ ਯਾਦਾਂ ਦਿਲ ਦੇ ਵਿਹੜੇ ਵਿੱਚ ਯਾਦਗਾਰ ਬਣਾ ਕੇ ਵਿੱਚੇ ਹੀ ਛੁਪ ਜਾਂਦੀਆਂ। -ਮਨਿੰਦਰਜੀਤ ਕੌਰ ਬਾਠ [890,89,1002,230]
rayat-headline: ਰਿਆਤ ਬਾਹਰਾ ਪ੍ਰੋਫੈਸ਼ਨਲ ਯੂਨੀਵਰਸਿਟੀ ਨੇ ਯੋਗ ਰਾਹੀਂ ਉੱਤਮਤਾ 'ਤੇ ਇੱਕ ਮਾਹਰ ਸੈਸ਼ਨ ਦਾ ਆਯੋਜਨ [543,795,996,847]
gas-highlight-box: ਇਸ ਮੌਕੇ 'ਤੇ ਸਪਲਾਈ ਸਬੰਧੀ ਰਾਸ਼ਨ ਵੰਡ ਦੇ ਪ੍ਰਬੰਧ ਅਤੇ ਰੀਸ ਏਜੰਸੀ ਦੇ ਅਧਿਕਾਰੀਆਂ ਨਾਲ ਕੀਤੀ ਸਮੀਖਿਆ ਮੀਟਿੰਗ ਦੀ ਕਾਲਾਬਾਜ਼ਾਰੀ 'ਤੇ ਸਰਕਾਰ ਸਖ਼ਤ, ਦਫ਼ੀਆਂਵਾਦ ਅਮਲ ਕੀਤੇ ਹੋ ਲੱਖਾਂ ਮਿਲਣ ਐਫਆਈਆਰ ਦਰਜ [854,1332,1008,1434]
gas-byline: ਪੈਗ਼ਾਮ-ਏ-ਜਗਤ/ਚੰਡੀਗੜ੍ਹ [573,1264,643,1274]
rayat-col-3: ਯੂਨੀਵਰਸਿਟੀ ਦੇ ਅਧਿਕਾਰੀਆਂ ਨੇ ਕਿਹਾ ਕਿ ਭਵਿੱਖ ਵਿੱਚ ਵੀ ਅਜਿਹੇ ਪ੍ਰੋਗਰਾਮ ਲਗਾਤਾਰ ਆਯੋਜਿਤ ਕੀਤੇ ਜਾਣਗੇ ਤਾਂ ਜੋ ਵਿਦਿਆਰਥੀ ਤਣਾਅ ਮੁਕਤ ਰਹਿ ਕੇ ਆਪਣੇ ਟੀਚਿਆਂ ਨੂੰ ਹਾਸਲ ਕਰ ਸਕਣ। ਪ੍ਰੋਗਰਾਮ ਦੇ ਅੰਤ ਵਿੱਚ ਮਾਹਰਾਂ ਨੂੰ ਸਨਮਾਨ ਚਿੰਨ੍ਹ ਦੇ ਕੇ ਸਨਮਾਨਿਤ ਕੀਤਾ ਗਿਆ ਅਤੇ ਧੰਨਵਾਦ ਦਾ ਮਤਾ ਪੇਸ਼ ਕੀਤਾ ਗਿਆ। [845,855,1008,929]
page-number: 6 [18,14,35,48]
kamlesh-byline: ਪੈਗ਼ਾਮ-ਏ-ਜਗਤ [59,855,101,865]
hisar-col-3: ਯਾਤਰਾ ਵਿੱਚ ਭਜਨ ਮੰਡਲੀਆਂ ਵੱਲੋਂ ਕੀਰਤਨ ਕੀਤਾ ਜਾਵੇਗਾ। ਕਮੇਟੀ ਨੇ ਸਾਰੇ ਸ਼ਹਿਰ ਵਾਸੀਆਂ ਨੂੰ ਇਸ ਸਮਾਗਮ ਵਿੱਚ ਵੱਧ ਚੜ੍ਹ ਕੇ ਸ਼ਾਮਲ ਹੋਣ ਦੀ ਅਪੀਲ ਕੀਤੀ ਹੈ। ਸ਼ਾਮ 6:00 ਵਜੇ ਤੋਂ ਬਾਅਦ ਮਹਾਂ ਆਰਤੀ ਹੋਵੇਗੀ ਅਤੇ ਉਸ ਤੋਂ ਬਾਅਦ ਭੰਡਾਰਾ ਵੰਡਿਆ ਜਾਵੇਗਾ। [272,1077,393,1151]
kamlesh-dateline: ਹੁਸ਼ਿਆਰਪੁਰ (ਸਤਨਾਮ ਸਿੰਘ ਸੁੱਖਰਾਮ) [31,867,129,877]
congress-col-2 [198,1299,358,1435]
lead-article [16,63,756,531]
hisar-col-1: ਹਿਸਾਰ, 26 ਮਾਰਚ (ਪੈਗ਼ਾਮ-ਏ-ਜਗਤ) ਹਿਸਾਰ ਵਿੱਚ 28 ਮਾਰਚ ਨੂੰ ਸ੍ਰੀ ਕ੍ਰਿਸ਼ਨ-ਬਲਰਾਮ ਸ਼ੋਭਾ ਯਾਤਰਾ ਉਤਸਵ ਬੜੀ ਧੂਮਧਾਮ ਨਾਲ ਮਨਾਇਆ ਜਾਵੇਗਾ। ਪ੍ਰਬੰਧਕ ਕਮੇਟੀ ਨੇ ਇਸ ਸਬੰਧੀ ਤਿਆਰੀਆਂ ਮੁਕੰਮਲ ਕਰ ਲਈਆਂ ਹਨ। ਇਸ ਉਤਸਵ ਦੀ ਪ੍ਰਧਾਨ ਇਸਕਾਨ ਵੱਲੋਂ ਆਯੋਜਿਤ ਕੀਤਾ ਜਾ ਰਿਹਾ ਹੈ। ਸ਼ੋਭਾ ਯਾਤਰਾ ਵਿੱਚ ਕਈ ਝਾਕੀਆਂ ਵੀ ਸ਼ਾਮਲ ਹੋਣਗੀਆਂ। [16,1077,137,1174]
lead-col4-text: ਹੋ ਕੇ ਸ੍ਰੀ ਗੁਰੂ ਤੇਗ ਬਹਾਦੁਰ ਜੀ ਨੂੰ ਸਮਰਪਿਤ ਸਿੱਕੇ, ਡਾਕ ਟਿਕਟ ਅਤੇ ਕਾਫ਼ੀ ਟੇਬਲ ਬੁੱਕ ਦਾ ਵਿਮੋਚਨ ਕੀਤਾ ਸੀ। ਮੁੱਖ ਮੰਤਰੀ ਨੇ ਦੱਸਿਆ ਕਿ ਯਮੁਨਾਨਗਰ ਜ਼ਿਲ੍ਹਾ ਦੇ ਕਲੇਸਰ ਵਿੱਚ ਜਿੱਥੇ ਸ੍ਰੀ ਗੁਰੂ ਤੇਗ ਬਹਾਦੁਰ ਜੀ ਦੇ ਨਾਮ 'ਤੇ ਵਨ ਲਗਾਉਣ ਦਾ ਫੈਸਲਾ ਕੀਤਾ ਗਿਆ ਹੈ, ਉੱਥੇ ਸ੍ਰੀ ਗੁਰੂ ਤੇਗ ਬਹਾਦੁਰ ਜੀ ਦੀ ਯਾਦ ਵਿੱਚ ਯਾਦਗਾਰੀ ਗੇਟ ਵੀ ਬਣਾਇਆ ਗਿਆ ਹੈ। 1984 ਵਿੱਚ ਹੋਈ ਦੰਗਿਆਂ ਵਿੱਚ ਮਾਰੇ ਗਏ ਪਰਿਵਾਰਾਂ ਦੇ ਮੁੜ-ਵਸੇਬੇ ਲਈ ਵੀ ਸਰਕਾਰ ਨੇ ਕਈ ਕਦਮ ਚੁੱਕੇ ਹਨ। ਉਨ੍ਹਾਂ ਕਿਹਾ ਕਿ ਸੂਬੇ ਵਿੱਚ 121 ਪਿੰਡਾਂ ਨੂੰ ਜੋੜਨ ਵਾਲੀਆਂ ਸੜਕਾਂ ਦਾ ਨਿਰਮਾਣ ਕੀਤਾ ਜਾ ਰਿਹਾ ਹੈ। [620,146,756,284]
gas-col-2: ਅਤੇ ਪੈਟਰੋਲ-ਡੀਜ਼ਲ ਦੀ ਉਪਲਬਧਤਾ ਬਾਰੇ ਅਧਿਕਾਰੀਆਂ ਨਾਲ ਸਮੀਖਿਆ ਮੀਟਿੰਗ ਕੀਤੀ। ਉਨ੍ਹਾਂ ਅਧਿਕਾਰੀਆਂ ਨੂੰ ਨਿਰਦੇਸ਼ ਦਿੱਤੇ ਕਿ ਕਿਸੇ ਵੀ ਪੱਧਰ 'ਤੇ ਕਾਲਾਬਾਜ਼ਾਰੀ ਨਾ ਹੋਣ ਦਿੱਤੀ ਜਾਵੇ। ਉਨ੍ਹਾਂ ਕਿਹਾ ਕਿ ਜੇਕਰ ਕੋਈ ਵਿਅਕਤੀ ਨਿਰਧਾਰਤ ਰੇਟ ਤੋਂ ਵੱਧ ਕੀਮਤ ਵਸੂਲਦਾ ਹੈ ਤਾਂ ਉਸ ਵਿਰੁੱਧ ਸਖ਼ਤ ਕਾਰਵਾਈ ਕੀਤੀ ਜਾਵੇਗੀ। [692,1264,847,1338]
vijay-headline: ਵਿਜੈ ਕੁਮਾਰ ਚੱਕਹਾਜੀ ਪੁਰ ਦਾ ਸਨਮਾਨ ਕੀਤਾ [586,543,953,570]
congress-article [16,1237,521,1437]
shani-photo-col [630,1098,830,1227]
shani-caption: ਤਿਉਹਾਰ (ਭੰਡਾਰਾ) ਸਵੇਰੇ 11:00 ਵਜੇ [630,1218,717,1226]
masthead-right [855,15,1006,49]
poem-credit: -ਮਨਿੰਦਰਜੀਤ ਕੌਰ ਬਾਠ [941,220,1002,230]
right-rail [764,63,1008,531]
lead-col-3 [337,146,472,376]
hisar-article [16,1016,521,1227]
